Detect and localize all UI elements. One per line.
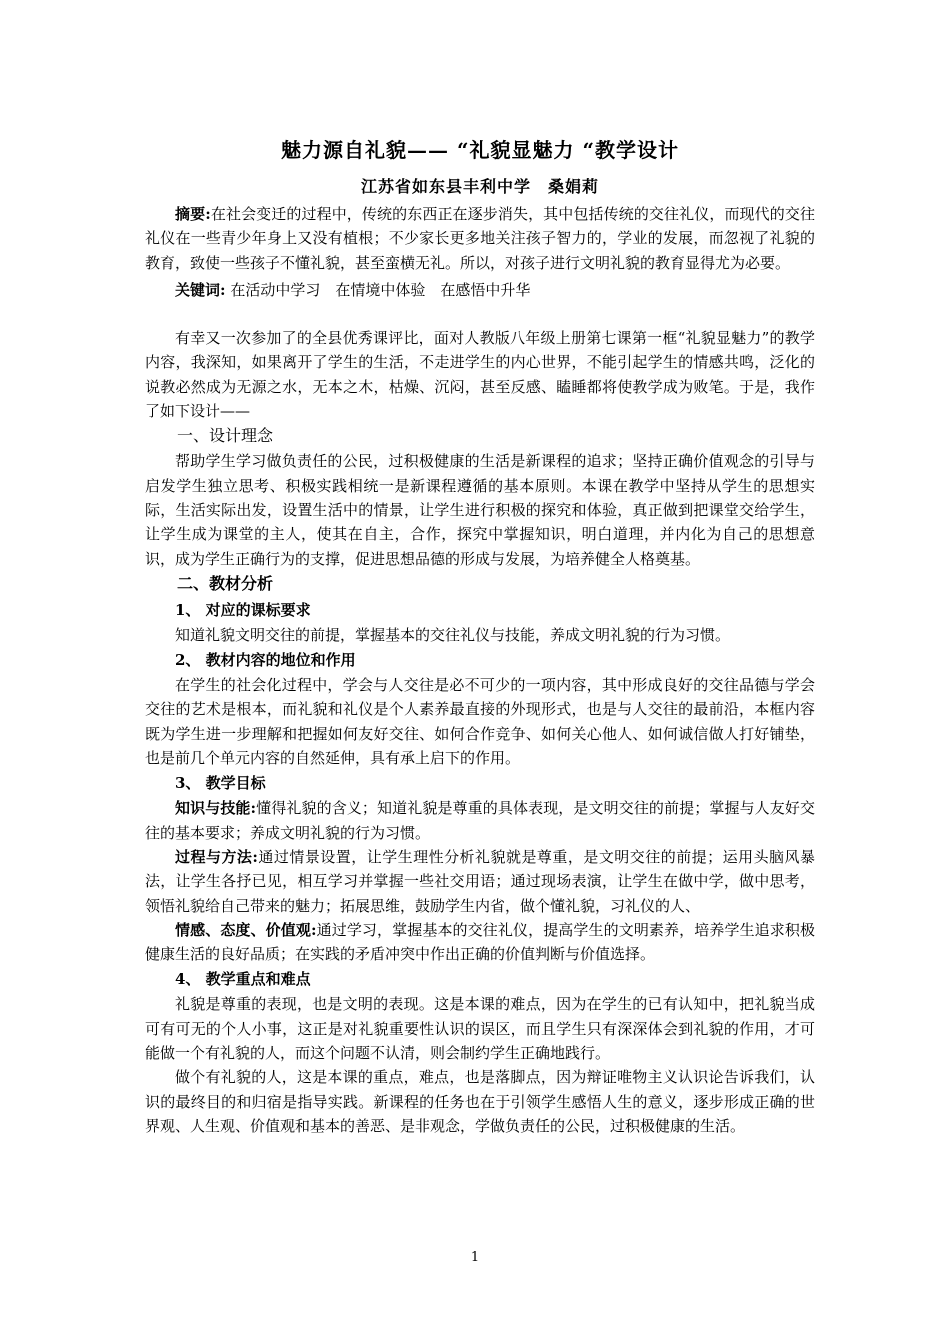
- page-number: 1: [470, 1250, 480, 1265]
- knowledge-label: 知识与技能:: [175, 799, 257, 818]
- abstract-text: 在社会变迁的过程中，传统的东西正在逐步消失，其中包括传统的交往礼仪，而现代的交往礼仪在一些青少年身上又没有植根；不少家长更多地关注孩子智力的，学业的发展，而忽视了礼貌的教育，致使一些孩子不懂礼貌，甚至蛮横无礼。所以，对孩子进行文明礼貌的教育显得尤为必要。: [145, 205, 815, 272]
- sub4-paragraph-1: 礼貌是尊重的表现，也是文明的表现。这是本课的难点，因为在学生的已有认知中，把礼貌当成可有可无的个人小事，这正是对礼貌重要性认识的误区，而且学生只有深深体会到礼貌的作用，才可能做一个有礼貌的人，而这个问题不认清，则会制约学生正确地践行。: [145, 995, 815, 1063]
- author-line: 江苏省如东县丰利中学 桑娟莉: [360, 177, 599, 196]
- section1-heading: 一、设计理念: [177, 426, 274, 446]
- section2-heading: 二、教材分析: [177, 573, 274, 593]
- emotion-label: 情感、态度、价值观:: [175, 920, 317, 939]
- blank-line: [145, 302, 815, 326]
- abstract-label: 摘要:: [175, 205, 211, 223]
- emotion-text: 通过学习，掌握基本的交往礼仪，提高学生的文明素养，培养学生追求积极健康生活的良好品质；在实践的矛盾冲突中作出正确的价值判断与价值选择。: [145, 920, 815, 964]
- process-goal-paragraph: [145, 845, 815, 918]
- knowledge-goal-paragraph: [145, 796, 815, 845]
- document-page: [145, 136, 815, 1138]
- keywords-text: 在活动中学习 在情境中体验 在感悟中升华: [230, 280, 531, 299]
- abstract-paragraph: [145, 202, 815, 275]
- sub1-heading: 1、 对应的课标要求: [175, 600, 311, 619]
- section1-paragraph: 帮助学生学习做负责任的公民，过积极健康的生活是新课程的追求；坚持正确价值观念的引导与启发学生独立思考、积极实践相统一是新课程遵循的基本原则。本课在教学中坚持从学生的思想实际，生活实际出发，设置生活中的情景，让学生进行积极的探究和体验，真正做到把课堂交给学生，让学生成为课堂的主人，使其在自主，合作，探究中掌握知识，明白道理，并内化为自己的思想意识，成为学生正确行为的支撑，促进思想品德的形成与发展，为培养健全人格奠基。: [145, 452, 815, 568]
- sub1-paragraph: 知道礼貌文明交往的前提，掌握基本的交往礼仪与技能，养成文明礼貌的行为习惯。: [175, 625, 731, 644]
- sub4-heading: 4、 教学重点和难点: [175, 970, 311, 989]
- intro-paragraph: 有幸又一次参加了的全县优秀课评比，面对人教版八年级上册第七课第一框“礼貌显魅力”的教学内容，我深知，如果离开了学生的生活，不走进学生的内心世界，不能引起学生的情感共鸣，泛化的说教必然成为无源之水，无本之木，枯燥、沉闷，甚至反感、瞌睡都将使教学成为败笔。于是，我作了如下设计——: [145, 329, 815, 421]
- keywords-label: 关键词:: [175, 280, 226, 299]
- knowledge-text: 懂得礼貌的含义；知道礼貌是尊重的具体表现，是文明交往的前提；掌握与人友好交往的基本要求；养成文明礼貌的行为习惯。: [145, 799, 815, 842]
- sub2-heading: 2、 教材内容的地位和作用: [175, 651, 356, 670]
- process-text: 通过情景设置，让学生理性分析礼貌就是尊重，是文明交往的前提；运用头脑风暴法，让学生各抒已见，相互学习并掌握一些社交用语；通过现场表演，让学生在做中学，做中思考，领悟礼貌给自己带来的魅力；拓展思维，鼓励学生内省，做个懂礼貌，习礼仪的人、: [145, 847, 815, 915]
- document-title: 魅力源自礼貌—— “礼貌显魅力 “教学设计: [281, 138, 679, 162]
- sub2-paragraph: 在学生的社会化过程中，学会与人交往是必不可少的一项内容，其中形成良好的交往品德与学会交往的艺术是根本，而礼貌和礼仪是个人素养最直接的外现形式，也是与人交往的最前沿，本框内容既为学生进一步理解和把握如何友好交往、如何合作竞争、如何关心他人、如何诚信做人打好铺垫，也是前几个单元内容的自然延伸，具有承上启下的作用。: [145, 676, 815, 768]
- sub3-heading: 3、 教学目标: [175, 774, 266, 793]
- process-label: 过程与方法:: [175, 847, 258, 866]
- emotion-goal-paragraph: [145, 918, 815, 967]
- keywords-paragraph: [145, 278, 815, 302]
- sub4-paragraph-2: 做个有礼貌的人，这是本课的重点，难点，也是落脚点，因为辩证唯物主义认识论告诉我们，认识的最终目的和归宿是指导实践。新课程的任务也在于引领学生感悟人生的意义，逐步形成正确的世界观、人生观、价值观和基本的善恶、是非观念，学做负责任的公民，过积极健康的生活。: [145, 1068, 815, 1135]
